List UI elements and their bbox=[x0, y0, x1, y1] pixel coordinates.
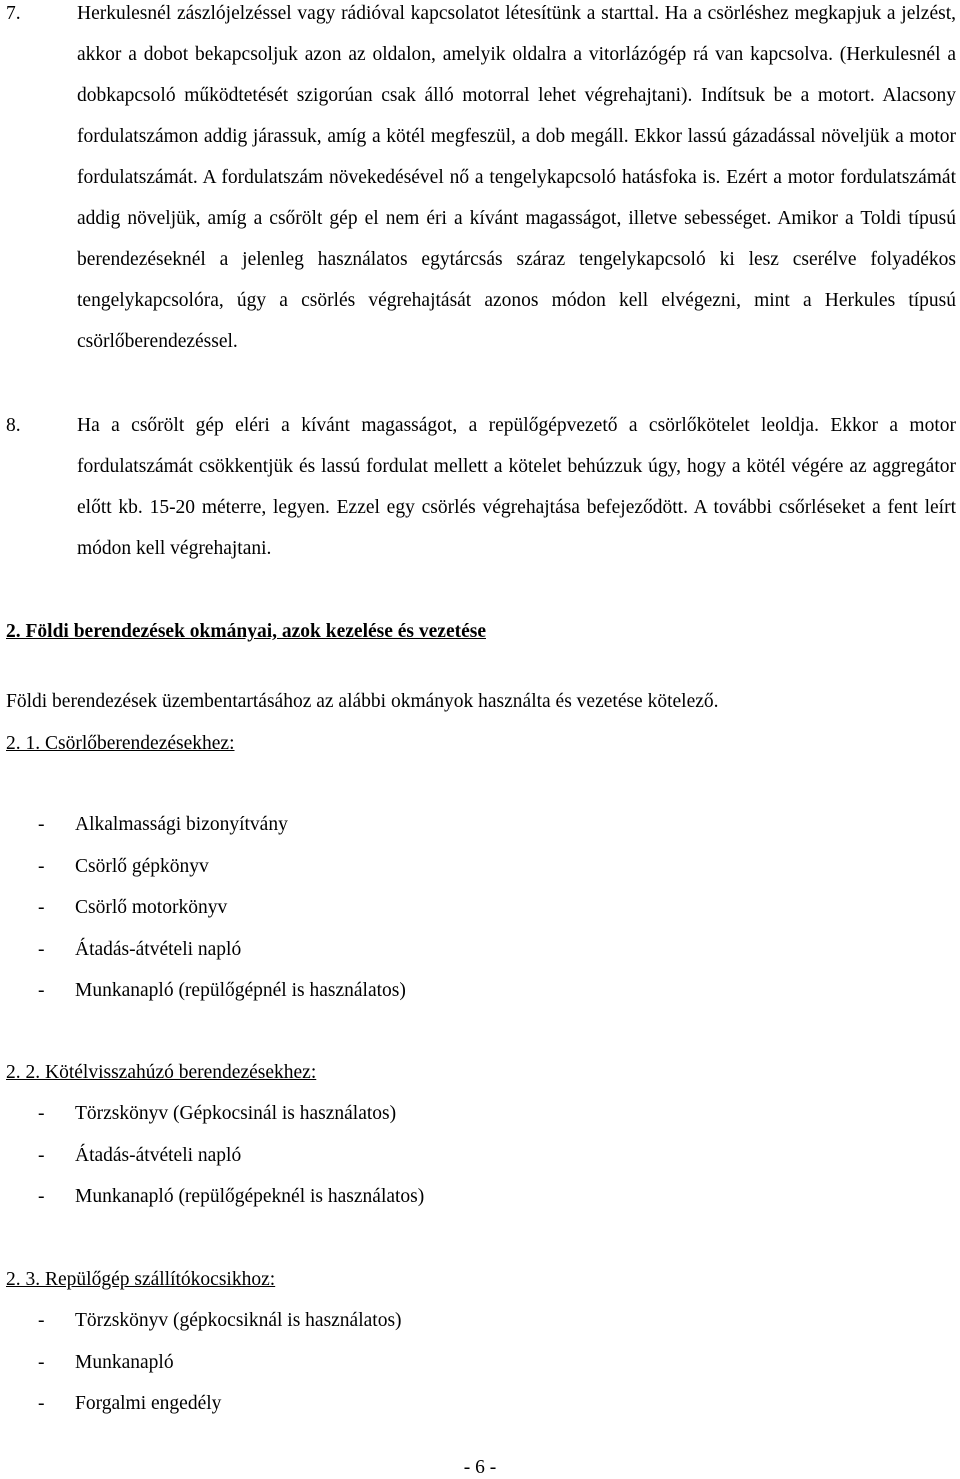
list-dash: - bbox=[38, 938, 45, 960]
list-dash: - bbox=[38, 1144, 45, 1166]
list-dash: - bbox=[38, 1310, 45, 1331]
list-dash: - bbox=[38, 855, 45, 877]
subsection-title: 2. 3. Repülőgép szállítókocsikhoz: bbox=[6, 1269, 276, 1290]
step-8 bbox=[6, 405, 956, 569]
list-dash: - bbox=[38, 897, 45, 918]
list-dash: - bbox=[38, 1186, 45, 1207]
page-number: - 6 - bbox=[463, 1457, 497, 1478]
subsection-title: 2. 2. Kötélvisszahúzó berendezésekhez: bbox=[6, 1062, 317, 1083]
list-dash: - bbox=[38, 814, 45, 835]
list-dash: - bbox=[38, 1393, 45, 1414]
step-number: 7. bbox=[6, 3, 21, 24]
list-dash: - bbox=[38, 1103, 45, 1124]
step-text: Herkulesnél zászlójelzéssel vagy rádióval kapcsolatot létesítünk a starttal. Ha a csörléshez megkapjuk a jelzést, akkor a dobot bekapcsoljuk azon az oldalon, amelyik oldalra a vitorlázógép rá van kapcsolva. (Herkulesnél a dobkapcsoló működtetését szigorúan csak álló motorral lehet végrehajtani). Indítsuk be a motort. Alacsony fordulatszámon addig járassuk, amíg a kötél megfeszül, a dob megáll. Ekkor lassú gázadással növeljük a motor fordulatszámát. A fordulatszám növekedésével nő a tengelykapcsoló hatásfoka is. Ezért a motor fordulatszámát addig növeljük, amíg a csőrölt gép el nem éri a kívánt magasságot, illetve sebességet. Amikor a Toldi típusú berendezéseknél a jelenleg használatos egytárcsás száraz tengelykapcsoló ki lesz cserélve folyadékos tengelykapcsolóra, úgy a csörlés végrehajtását azonos módon kell elvégezni, mint a Herkules típusú csörlőberendezéssel. bbox=[77, 3, 956, 352]
subsection-title: 2. 1. Csörlőberendezésekhez: bbox=[6, 733, 235, 754]
section-heading: 2. Földi berendezések okmányai, azok kezelése és vezetése bbox=[6, 621, 486, 642]
list-dash: - bbox=[38, 980, 45, 1001]
step-number: 8. bbox=[6, 415, 21, 436]
list-dash: - bbox=[38, 1351, 45, 1373]
step-text: Ha a csőrölt gép eléri a kívánt magasságot, a repülőgépvezető a csörlőkötelet leoldja. Ekkor a motor fordulatszámát csökkentjük és lassú fordulat mellett a kötelet behúzzuk úgy, hogy a kötél végére az aggregátor előtt kb. 15-20 méterre, legyen. Ezzel egy csörlés végrehajtása befejeződött. A további csőrléseket a fent leírt módon kell végrehajtani. bbox=[77, 415, 956, 559]
section-intro: Földi berendezések üzembentartásához az alábbi okmányok használta és vezetése kötelező. bbox=[6, 691, 719, 712]
step-7 bbox=[6, 0, 956, 362]
document-page: 7. Herkulesnél zászlójelzéssel vagy rádióval kapcsolatot létesítünk a starttal. Ha a csörléshez megkapjuk a jelzést, akkor a dobot bekapcsoljuk azon az oldalon, amelyik oldalra a vitorlázógép rá van kapcsolva. (Herkulesnél a dobkapcsoló működtetését szigorúan csak álló motorral lehet végrehajtani). Indítsuk be a motort. Alacsony fordulatszámon addig járassuk, amíg a kötél megfeszül, a dob megáll. Ekkor lassú gázadással növeljük a motor fordulatszámát. A fordulatszám növekedésével nő a tengelykapcsoló hatásfoka is. Ezért a motor fordulatszámát addig növeljük, amíg a csőrölt gép el nem éri a kívánt magasságot, illetve sebességet. Amikor a Toldi típusú berendezéseknél a jelenleg használatos egytárcsás száraz tengelykapcsoló ki lesz cserélve folyadékos tengelykapcsolóra, úgy a csörlés végrehajtását azonos módon kell elvégezni, mint a Herkules típusú csörlőberendezéssel. 8. Ha a csőrölt gép eléri a kívánt magasságot, a repülőgépvezető a csörlőkötelet leoldja. Ekkor a motor fordulatszámát csökkentjük és lassú fordulat mellett a kötelet behúzzuk úgy, hogy a kötél végére az aggregátor előtt kb. 15-20 méterre, legyen. Ezzel egy csörlés végrehajtása befejeződött. A további csőrléseket a fent leírt módon kell végrehajtani. 2. Földi berendezések okmányai, azok kezelése és vezetése Földi berendezések üzembentartásához az alábbi okmányok használta és vezetése kötelező. 2. 1. Csörlőberendezésekhez: - Alkalmassági bizonyítvány - Csörlő gépkönyv - Csörlő motorkönyv - Átadás-átvételi napló - Munkanapló (repülőgépnél is használatos) 2. 2. Kötélvisszahúzó berendezésekhez: - Törzskönyv (Gépkocsinál is használatos) - Átadás-átvételi napló - Munkanapló (repülőgépeknél is használatos) 2. 3. Repülőgép szállítókocsikhoz: - Törzskönyv (gépkocsiknál is használatos) - Munkanapló - Forgalmi engedély - 6 - bbox=[0, 0, 960, 1478]
